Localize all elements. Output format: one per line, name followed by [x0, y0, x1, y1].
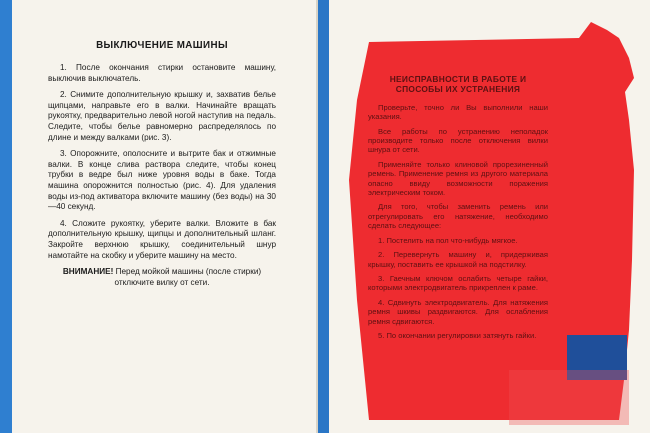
left-paragraph-2: 2. Снимите дополнительную крышку и, захватив белье щипцами, направьте его в валки. Начинайте вращать рукоятку, предварительно левой ногой наступив на педаль. Следите, чтобы белье равномерно распределялось по длине и между валками (рис. 3). — [48, 90, 276, 142]
right-paragraph-2: Все работы по устранению неполадок производите только после отключения вилки шнура от сети. — [368, 126, 548, 155]
right-paragraph-8: 4. Сдвинуть электродвигатель. Для натяжения ремня шкивы раздвигаются. Для ослабления ремня сдвигаются. — [368, 297, 548, 326]
left-text-column — [48, 40, 276, 296]
right-paragraph-7: 3. Гаечным ключом ослабить четыре гайки, которыми электродвигатель прикреплен к раме. — [368, 273, 548, 293]
left-paragraph-4: 4. Сложите рукоятку, уберите валки. Вложите в бак дополнительную крышку, щипцы и дополнительный шланг. Закройте верхнюю крышку, соединительный шнур намотайте на скобку и уберите машину на место. — [48, 218, 276, 260]
right-paragraph-6: 2. Перевернуть машину и, придерживая крышку, поставить ее крышкой на подстилку. — [368, 250, 548, 269]
left-paragraph-3: 3. Опорожните, ополосните и вытрите бак и отжимные валки. В конце слива раствора следите, чтобы конец трубки в ведре был ниже уровня воды в баке. Тогда машина опорожнится полностью (рис. 4). Для удаления воды из-под активатора включите машину (без воды) на 30—40 секунд. — [48, 149, 276, 212]
left-blue-stripe — [0, 0, 12, 433]
right-paragraph-1: Проверьте, точно ли Вы выполнили наши указания. — [368, 102, 548, 122]
right-page-title: НЕИСПРАВНОСТИ В РАБОТЕ И СПОСОБЫ ИХ УСТРАНЕНИЯ — [389, 74, 527, 95]
right-paragraph-5: 1. Постелить на пол что-нибудь мягкое. — [378, 235, 518, 245]
right-paragraph-9: 5. По окончании регулировки затянуть гайки. — [378, 330, 537, 340]
right-text-column — [368, 74, 548, 345]
left-page-title: ВЫКЛЮЧЕНИЕ МАШИНЫ — [96, 40, 228, 51]
center-blue-stripe — [318, 0, 329, 433]
right-paragraph-3: Применяйте только клиновой прорезиненный ремень. Применение ремня из другого материала опасно ввиду возможности поражения электрическим током. — [368, 159, 548, 198]
red-panel-fade — [509, 370, 629, 425]
right-page — [329, 0, 650, 433]
warning-note — [48, 267, 276, 288]
warning-label: ВНИМАНИЕ! — [62, 267, 114, 277]
red-panel — [329, 0, 650, 433]
left-paragraph-1: 1. После окончания стирки остановите машину, выключив выключатель. — [48, 63, 276, 83]
left-page — [0, 0, 322, 433]
warning-text: Перед мойкой машины (после стирки) отключите вилку от сети. — [114, 267, 262, 287]
right-paragraph-4: Для того, чтобы заменить ремень или отрегулировать его натяжение, необходимо сделать следующее: — [368, 202, 548, 231]
